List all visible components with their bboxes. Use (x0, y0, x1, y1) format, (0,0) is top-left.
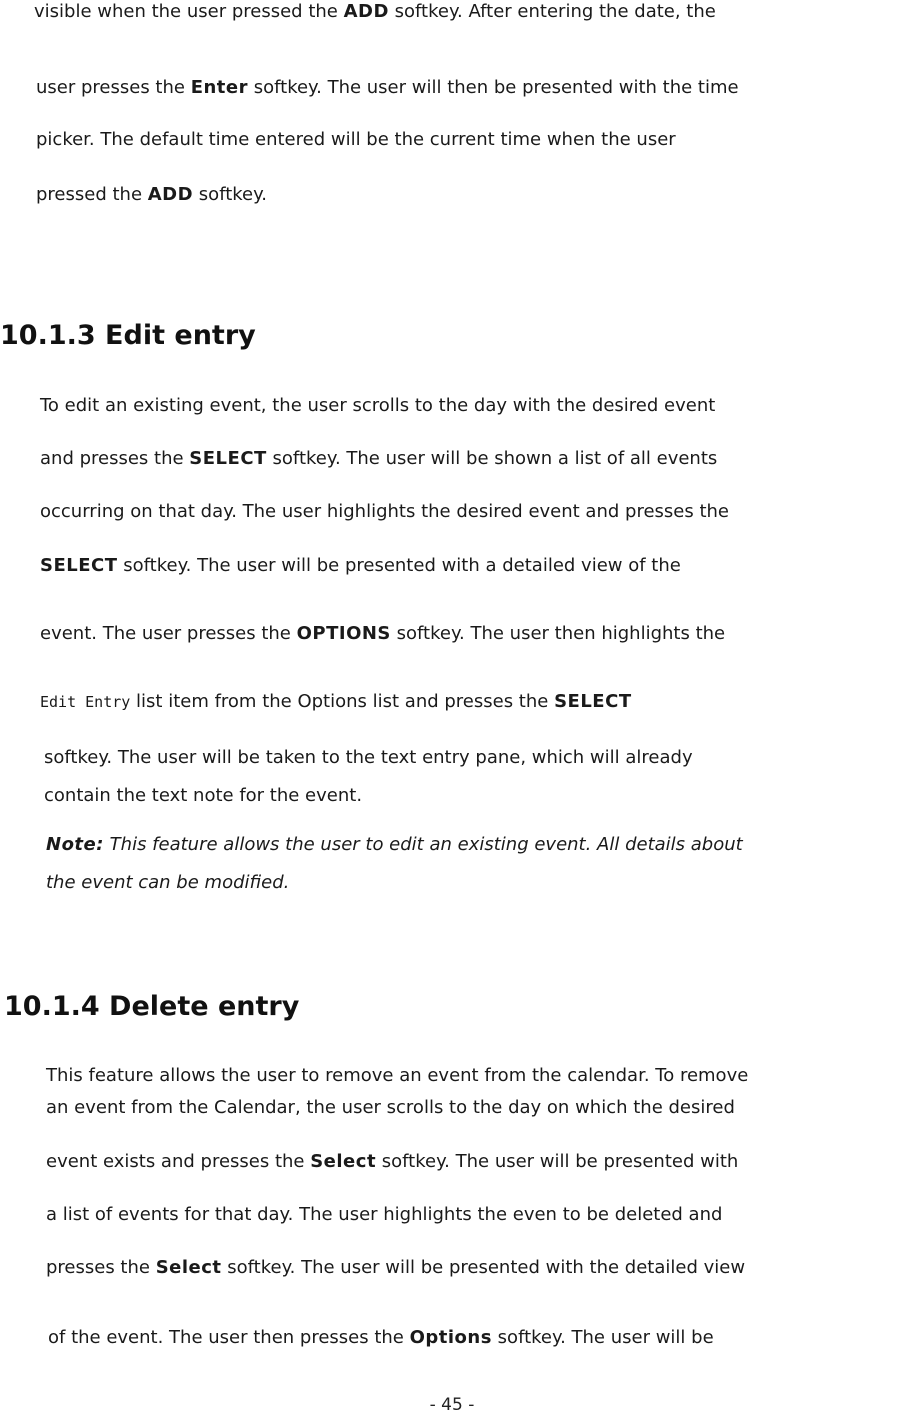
edit-line-3: occurring on that day. The user highlights the desired event and presses the (40, 501, 729, 522)
edit-line-4: SELECT softkey. The user will be presented with a detailed view of the (40, 555, 681, 576)
delete-line-3: event exists and presses the Select softkey. The user will be presented with (46, 1151, 739, 1172)
edit-entry-list-item-label: Edit Entry (40, 693, 131, 711)
delete-line-1: This feature allows the user to remove an event from the calendar. To remove (46, 1065, 749, 1086)
edit-line-6: Edit Entry list item from the Options list and presses the SELECT (40, 691, 632, 712)
intro-line-1: visible when the user pressed the ADD softkey. After entering the date, the (34, 1, 716, 22)
intro-line-4: pressed the ADD softkey. (36, 184, 267, 205)
intro-line-2: user presses the Enter softkey. The user will then be presented with the time (36, 77, 739, 98)
delete-line-6: of the event. The user then presses the Options softkey. The user will be (48, 1327, 714, 1348)
delete-line-2: an event from the Calendar, the user scrolls to the day on which the desired (46, 1097, 735, 1118)
note-label: Note: (46, 834, 104, 855)
edit-line-7: softkey. The user will be taken to the text entry pane, which will already (44, 747, 693, 768)
edit-line-8: contain the text note for the event. (44, 785, 363, 806)
edit-note-line-2: the event can be modified. (46, 872, 290, 893)
delete-line-4: a list of events for that day. The user highlights the even to be deleted and (46, 1204, 723, 1225)
edit-note-line-1: Note: This feature allows the user to edit an existing event. All details about (46, 834, 743, 855)
intro-line-3: picker. The default time entered will be the current time when the user (36, 129, 676, 150)
edit-line-1: To edit an existing event, the user scrolls to the day with the desired event (40, 395, 716, 416)
page-number: - 45 - (429, 1395, 475, 1415)
section-heading-delete-entry: 10.1.4 Delete entry (4, 991, 300, 1022)
delete-line-5: presses the Select softkey. The user will be presented with the detailed view (46, 1257, 746, 1278)
section-heading-edit-entry: 10.1.3 Edit entry (0, 320, 256, 351)
edit-line-2: and presses the SELECT softkey. The user will be shown a list of all events (40, 448, 718, 469)
edit-line-5: event. The user presses the OPTIONS softkey. The user then highlights the (40, 623, 726, 644)
